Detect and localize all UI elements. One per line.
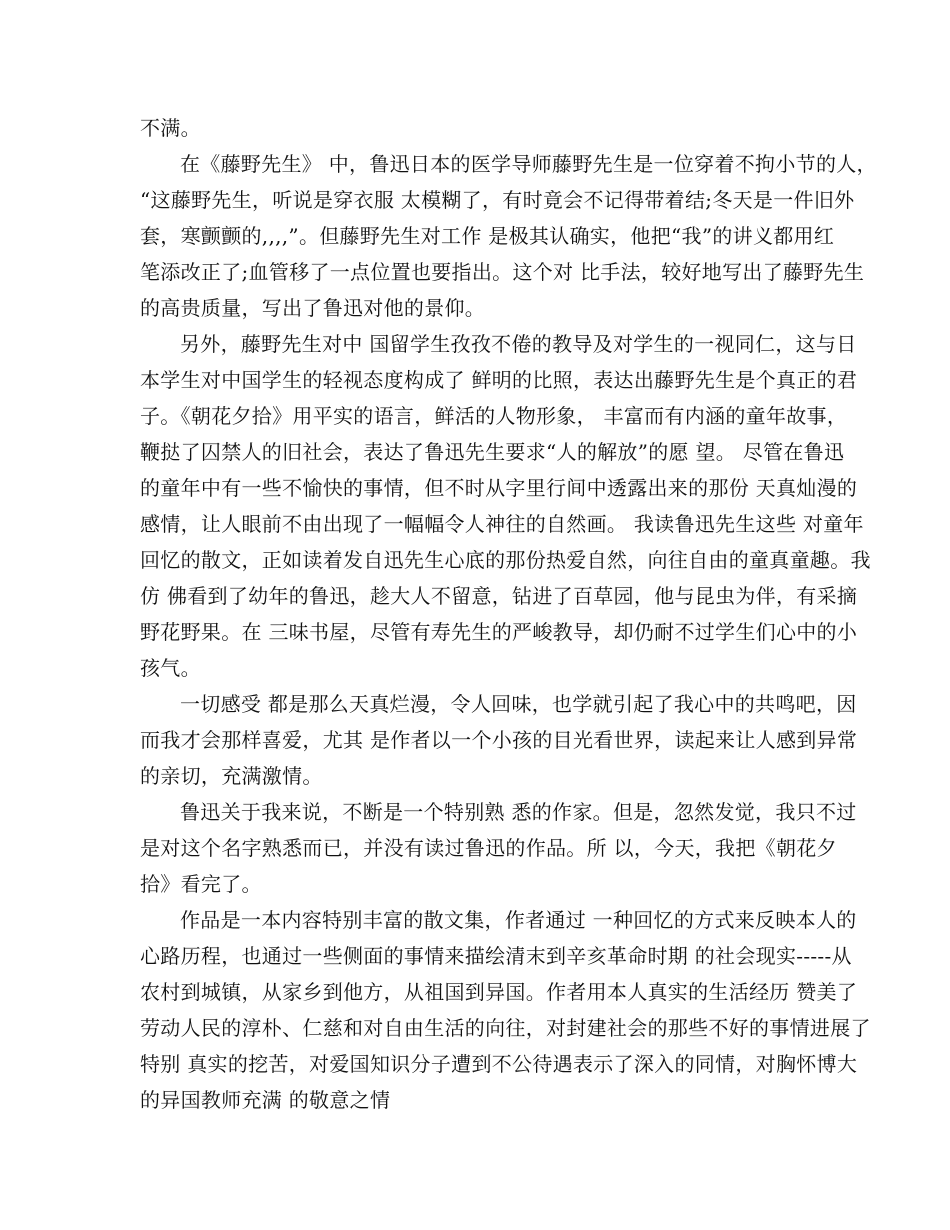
- text-line: 一切感受 都是那么天真烂漫，令人回味，也学就引起了我心中的共鸣吧，因: [180, 692, 857, 716]
- text-line: 笔添改正了;血管移了一点位置也要指出。这个对 比手法，较好地写出了藤野先生: [140, 260, 865, 284]
- text-line: 的异国教师充满 的敬意之情: [140, 1088, 391, 1112]
- text-line: “这藤野先生，听说是穿衣服 太模糊了，有时竟会不记得带着结;冬天是一件旧外: [140, 188, 855, 212]
- text-line: 回忆的散文，正如读着发自迅先生心底的那份热爱自然，向往自由的童真童趣。我: [140, 548, 871, 572]
- text-line: 特别 真实的挖苦，对爱国知识分子遭到不公待遇表示了深入的同情，对胸怀博大: [140, 1052, 858, 1076]
- text-line: 作品是一本内容特别丰富的散文集，作者通过 一种回忆的方式来反映本人的: [180, 908, 857, 932]
- text-line: 仿 佛看到了幼年的鲁迅，趁大人不留意，钻进了百草园，他与昆虫为伴，有采摘: [140, 584, 858, 608]
- text-line: 孩气。: [140, 656, 201, 680]
- text-line: 而我才会那样喜爱，尤其 是作者以一个小孩的目光看世界，读起来让人感到异常: [140, 728, 858, 752]
- text-line: 在《藤野先生》 中，鲁迅日本的医学导师藤野先生是一位穿着不拘小节的人，: [180, 152, 877, 176]
- text-line: 感情，让人眼前不由出现了一幅幅令人神往的自然画。 我读鲁迅先生这些 对童年: [140, 512, 864, 536]
- text-line: 心路历程，也通过一些侧面的事情来描绘清末到辛亥革命时期 的社会现实-----从: [140, 944, 852, 968]
- text-line: 本学生对中国学生的轻视态度构成了 鲜明的比照，表达出藤野先生是个真正的君: [140, 368, 858, 392]
- text-line: 农村到城镇，从家乡到他方，从祖国到异国。作者用本人真实的生活经历 赞美了: [140, 980, 858, 1004]
- text-line: 拾》看完了。: [140, 872, 262, 896]
- text-line: 套，寒颤颤的,,,,”。但藤野先生对工作 是极其认确实，他把“我”的讲义都用红: [140, 224, 835, 248]
- text-line: 野花野果。在 三味书屋，尽管有寿先生的严峻教导，却仍耐不过学生们心中的小: [140, 620, 858, 644]
- text-line: 鞭挞了囚禁人的旧社会，表达了鲁迅先生要求“人的解放”的愿 望。 尽管在鲁迅: [140, 440, 845, 464]
- text-line: 的亲切，充满激情。: [140, 764, 323, 788]
- text-line: 劳动人民的淳朴、仁慈和对自由生活的向往，对封建社会的那些不好的事情进展了: [140, 1016, 871, 1040]
- text-line: 子。《朝花夕拾》用平实的语言，鲜活的人物形象， 丰富而有内涵的童年故事，: [140, 404, 848, 428]
- text-line: 鲁迅关于我来说，不断是一个特别熟 悉的作家。但是，忽然发觉，我只不过: [180, 800, 857, 824]
- text-line: 的童年中有一些不愉快的事情，但不时从字里行间中透露出来的那份 天真灿漫的: [140, 476, 858, 500]
- text-line: 另外，藤野先生对中 国留学生孜孜不倦的教导及对学生的一视同仁，这与日: [180, 332, 857, 356]
- text-line: 的高贵质量，写出了鲁迅对他的景仰。: [140, 296, 486, 320]
- text-line: 是对这个名字熟悉而已，并没有读过鲁迅的作品。所 以，今天，我把《朝花夕: [140, 836, 837, 860]
- text-line: 不满。: [140, 116, 201, 140]
